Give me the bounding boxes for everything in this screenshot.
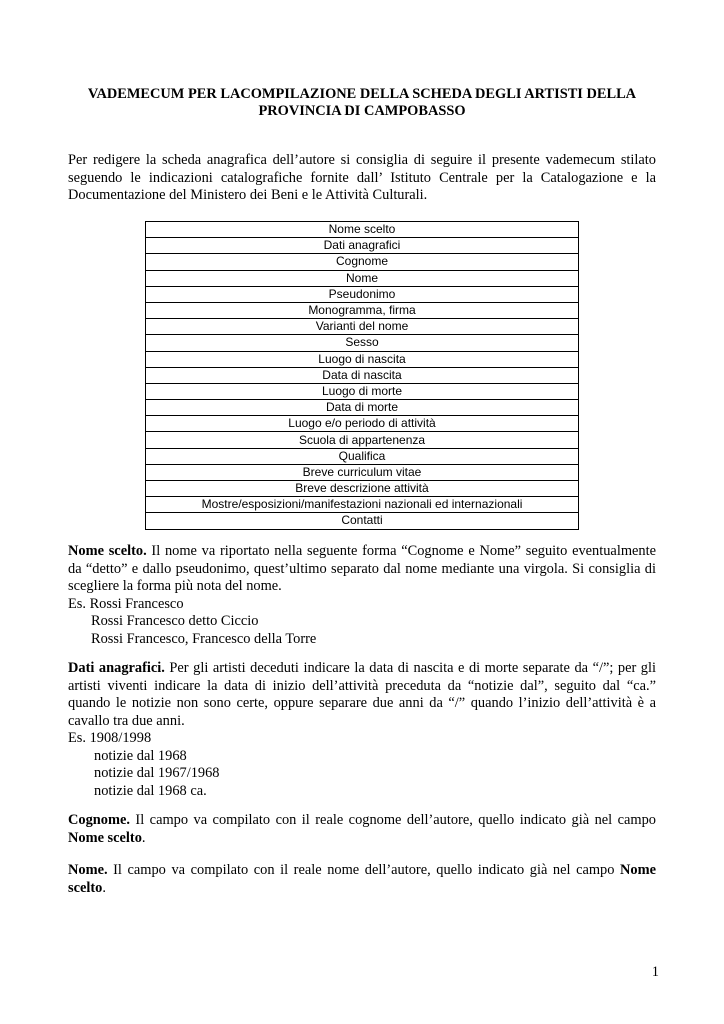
field-reference: Nome scelto <box>68 862 656 896</box>
table-cell: Luogo di nascita <box>146 351 579 367</box>
example-line: notizie dal 1968 ca. <box>94 782 207 799</box>
table-cell: Sesso <box>146 335 579 351</box>
table-row <box>146 367 579 383</box>
table-row <box>146 302 579 318</box>
table-row <box>146 319 579 335</box>
example-line: Rossi Francesco, Francesco della Torre <box>91 630 317 647</box>
example-line: notizie dal 1968 <box>94 747 187 764</box>
section-nome <box>68 862 656 897</box>
title-line-2: PROVINCIA DI CAMPOBASSO <box>258 103 466 119</box>
table-cell: Dati anagrafici <box>146 238 579 254</box>
title-line-1: VADEMECUM PER LACOMPILAZIONE DELLA SCHEDA DEGLI ARTISTI DELLA <box>87 86 637 102</box>
document-title <box>68 86 656 120</box>
section-text: Il campo va compilato con il reale nome dell’autore, quello indicato già nel campo <box>107 862 621 878</box>
table-row <box>146 335 579 351</box>
section-heading: Dati anagrafici. <box>68 660 165 676</box>
table-cell: Nome <box>146 270 579 286</box>
table-row <box>146 464 579 480</box>
section-heading: Cognome. <box>68 812 130 828</box>
table-row <box>146 351 579 367</box>
table-cell: Contatti <box>146 513 579 529</box>
fields-table <box>145 221 579 530</box>
table-cell: Qualifica <box>146 448 579 464</box>
table-row <box>146 513 579 529</box>
example-line: notizie dal 1967/1968 <box>94 765 220 781</box>
fields-table-body <box>146 222 579 530</box>
table-row <box>146 448 579 464</box>
table-row <box>146 432 579 448</box>
table-cell: Luogo di morte <box>146 383 579 399</box>
section-text: Per gli artisti deceduti indicare la data di nascita e di morte separate da “/”; per gli artisti viventi indicare la data di inizio dell’attività preceduta da “notizie dal”, seguito dal “ca.” quando le notizie non sono certe, oppure separare due anni da “/” quando l’inizio dell’attività è a cavallo tra due anni. <box>68 660 656 729</box>
section-heading: Nome. <box>68 862 108 878</box>
table-row <box>146 254 579 270</box>
table-cell: Nome scelto <box>146 222 579 238</box>
example-line: Rossi Francesco detto Ciccio <box>91 613 259 629</box>
table-row <box>146 238 579 254</box>
field-reference: Nome scelto <box>68 829 142 846</box>
table-cell: Varianti del nome <box>146 319 579 335</box>
table-row <box>146 286 579 302</box>
section-text: Il nome va riportato nella seguente forma “Cognome e Nome” seguito eventualmente da “detto” e dallo pseudonimo, quest’ultimo separato dal nome mediante una virgola. Si consiglia di scegliere la forma più nota del nome. <box>68 543 656 594</box>
section-cognome <box>68 812 656 847</box>
table-row <box>146 270 579 286</box>
table-row <box>146 416 579 432</box>
table-row <box>146 383 579 399</box>
table-cell: Cognome <box>146 254 579 270</box>
sentence-end: . <box>141 829 146 846</box>
table-cell: Luogo e/o periodo di attività <box>146 416 579 432</box>
table-cell: Pseudonimo <box>146 286 579 302</box>
page-number: 1 <box>651 964 659 980</box>
table-cell: Breve curriculum vitae <box>146 464 579 480</box>
example-line: Es. 1908/1998 <box>68 730 152 746</box>
table-cell: Data di nascita <box>146 367 579 383</box>
table-row <box>146 481 579 497</box>
table-row <box>146 222 579 238</box>
table-cell: Data di morte <box>146 400 579 416</box>
section-nome-scelto <box>68 543 656 648</box>
section-dati-anagrafici <box>68 660 656 800</box>
section-heading: Nome scelto. <box>68 543 147 559</box>
table-cell: Monogramma, firma <box>146 302 579 318</box>
table-cell: Mostre/esposizioni/manifestazioni nazionali ed internazionali <box>146 497 579 513</box>
sentence-end: . <box>102 879 106 896</box>
example-line: Es. Rossi Francesco <box>68 595 184 612</box>
intro-paragraph: Per redigere la scheda anagrafica dell’autore si consiglia di seguire il presente vademecum stilato seguendo le indicazioni catalografiche fornite dall’ Istituto Centrale per la Catalogazione e la Documentazione del Ministero dei Beni e le Attività Culturali. <box>68 152 656 204</box>
table-row <box>146 400 579 416</box>
section-text: Il campo va compilato con il reale cognome dell’autore, quello indicato già nel campo <box>129 812 656 828</box>
table-cell: Scuola di appartenenza <box>146 432 579 448</box>
table-row <box>146 497 579 513</box>
table-cell: Breve descrizione attività <box>146 481 579 497</box>
